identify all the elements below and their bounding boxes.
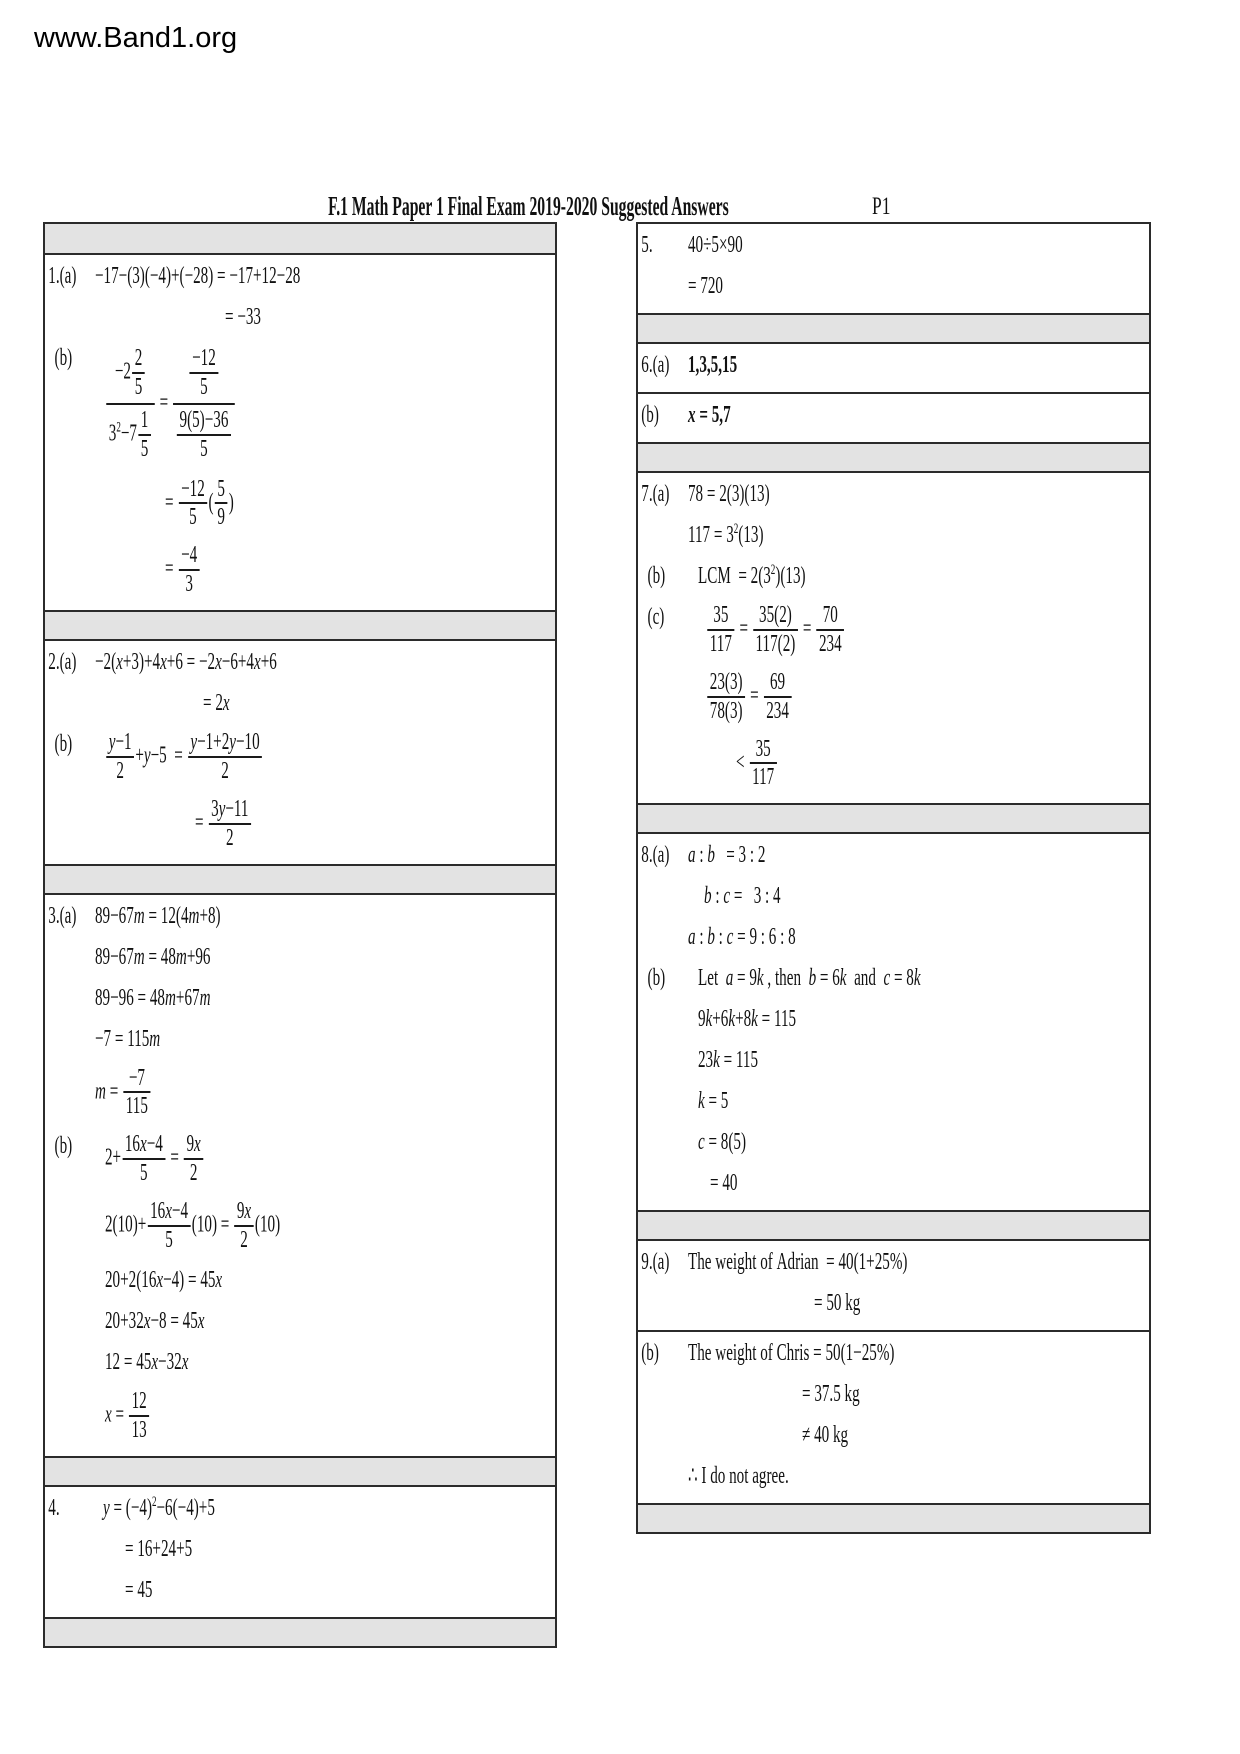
numerator: −7 [128, 1064, 145, 1091]
variable: x [215, 649, 222, 675]
fraction [816, 602, 844, 658]
math-line: = −33 [225, 304, 261, 330]
variable: x [222, 690, 230, 716]
variable: k [756, 965, 764, 992]
denominator: 78(3) [707, 696, 745, 725]
math-line: ∴ I do not agree. [688, 1463, 789, 1490]
variable: x [181, 1348, 189, 1375]
answer-lines [698, 559, 1147, 600]
fraction [106, 343, 154, 465]
answer-lines [688, 1336, 1147, 1500]
variable: y [190, 729, 198, 755]
site-url: www.Band1.org [34, 22, 238, 54]
math-line: a : b : c = 9 : 6 : 8 [688, 924, 796, 951]
separator-row [45, 610, 555, 639]
numerator: 35 [755, 735, 771, 762]
text-run: and [854, 965, 876, 992]
denominator: 13 [129, 1415, 149, 1444]
variable: x [688, 402, 696, 428]
variable: a [725, 965, 734, 992]
answer-block [47, 1491, 553, 1614]
superscript: 2 [770, 562, 776, 578]
math-line: 12 = 45x−32x [105, 1348, 189, 1375]
math-line: = $\frac{3y-11}{2}$ [195, 794, 421, 854]
text-run: kg [844, 1381, 860, 1408]
math-line: 78 = 2(3)(13) [688, 481, 770, 507]
variable: m [133, 902, 145, 929]
math-line: 89−67m = 48m+96 [95, 943, 211, 970]
answer-row [638, 832, 1149, 1210]
question-label: 5. [641, 232, 653, 258]
variable: y [108, 729, 116, 755]
math-line: The weight of Chris = 50(1−25%) [688, 1340, 895, 1367]
separator-row [638, 313, 1149, 342]
variable: c [726, 924, 734, 951]
math-line: = $\frac{-4}{3}$ [165, 540, 409, 600]
variable: a [688, 924, 696, 951]
denominator: 115 [123, 1091, 150, 1120]
question-label: (c) [647, 604, 665, 630]
fraction [179, 542, 200, 598]
numerator: −12 [181, 475, 205, 502]
question-label: (b) [641, 402, 659, 428]
answer-block [640, 477, 1147, 559]
fraction [132, 345, 145, 401]
document-title: F.1 Math Paper 1 Final Exam 2019-2020 Suggested Answers [327, 191, 729, 221]
math-line: 89−67m = 12(4m+8) [95, 902, 221, 929]
variable: x [244, 1198, 252, 1224]
answer-row [45, 253, 555, 610]
variable: b [704, 883, 712, 910]
denominator: 2 [184, 1158, 203, 1187]
text-run: kg [845, 1290, 861, 1317]
numerator: 35(2) [759, 602, 792, 628]
math-line: 40÷5×90 [688, 232, 743, 258]
fraction [764, 669, 792, 725]
answer-block [47, 899, 553, 1130]
denominator: 5 [177, 434, 231, 463]
variable: m [164, 984, 176, 1011]
variable: y [103, 1494, 110, 1521]
answer-lines [105, 1129, 553, 1452]
math-line: < $\frac{35}{117}$ [736, 734, 995, 794]
answer-lines [95, 259, 553, 341]
numerator: 35 [713, 602, 729, 628]
numerator: 9x [236, 1198, 252, 1224]
fraction [179, 476, 208, 532]
text-run: LCM [698, 563, 731, 589]
math-line: = 16+24+5 [125, 1535, 193, 1562]
right-answer-table [636, 222, 1151, 1534]
math-line: $\frac{35}{117}$ = $\frac{35(2)}{117(2)}$ = $\frac{70}{234}$ [706, 600, 984, 660]
superscript: 2 [116, 419, 121, 436]
variable: x [197, 1307, 205, 1334]
math-line: −2(x+3)+4x+6 = −2x−6+4x+6 [95, 649, 277, 675]
superscript: 2 [151, 1493, 157, 1510]
variable: m [199, 984, 211, 1011]
answer-block [47, 259, 553, 341]
denominator: 5 [179, 502, 208, 531]
denominator: 117(2) [753, 629, 798, 658]
answer-block [640, 838, 1147, 961]
numerator: 16x−4 [124, 1131, 163, 1158]
variable: x [165, 1198, 172, 1224]
numerator: −4 [181, 542, 198, 569]
answer-block [640, 961, 1147, 1207]
denominator: 5 [148, 1225, 191, 1254]
answer-lines [95, 1491, 553, 1614]
answer-block [640, 600, 1147, 800]
variable: m [133, 943, 145, 970]
fraction [707, 602, 734, 658]
numerator: 9x [186, 1131, 201, 1158]
variable: x [151, 1348, 159, 1375]
fraction [173, 343, 234, 465]
fraction [138, 407, 151, 463]
denominator: 117 [750, 762, 777, 791]
variable: x [156, 1266, 164, 1293]
denominator: 3 [179, 569, 200, 598]
numerator: 5 [217, 475, 225, 502]
variable: k [698, 1088, 705, 1115]
fraction [234, 1198, 253, 1254]
question-label: 1.(a) [48, 263, 77, 289]
math-line: = 45 [125, 1576, 153, 1603]
separator-row [638, 803, 1149, 832]
question-label: 2.(a) [48, 649, 77, 675]
denominator: 2 [209, 823, 251, 852]
math-line: 20+2(16x−4) = 45x [105, 1266, 223, 1293]
answer-block [640, 1245, 1147, 1327]
answer-block [47, 645, 553, 727]
fraction [707, 669, 745, 725]
math-line: = 40 [710, 1170, 738, 1197]
variable: x [105, 1401, 112, 1428]
variable: y [143, 742, 151, 769]
variable: m [149, 1025, 161, 1052]
variable: x [215, 1266, 223, 1293]
math-line: = 37.5 kg [802, 1381, 860, 1408]
text-run: Let [698, 965, 719, 992]
answer-lines [105, 727, 553, 861]
variable: m [95, 1077, 106, 1104]
numerator: 3y−11 [211, 795, 249, 822]
answer-lines [95, 645, 553, 727]
answer-lines [688, 477, 1147, 559]
question-label: 6.(a) [641, 352, 670, 378]
answer-lines [105, 341, 553, 607]
answer-row [45, 893, 555, 1456]
variable: c [883, 965, 891, 992]
denominator: 117 [707, 629, 734, 658]
variable: x [139, 1131, 147, 1158]
answer-row [638, 392, 1149, 442]
separator-row [638, 1503, 1149, 1532]
math-line: −17−(3)(−4)+(−28) = −17+12−28 [95, 263, 301, 289]
fraction [184, 1131, 203, 1187]
fraction [177, 407, 231, 463]
separator-row [638, 1210, 1149, 1239]
denominator: 2 [234, 1225, 253, 1254]
variable: c [723, 883, 731, 910]
variable: k [913, 965, 921, 992]
separator-row [45, 1456, 555, 1485]
variable: b [808, 965, 817, 992]
numerator: 23(3) [709, 668, 743, 695]
variable: x [194, 1131, 201, 1158]
denominator: 2 [188, 756, 262, 785]
text-run: I do not agree. [701, 1463, 789, 1490]
denominator: 2 [106, 756, 134, 785]
answer-lines [688, 348, 1147, 389]
denominator: 5 [138, 434, 151, 463]
numerator: 9(5)−36 [179, 406, 229, 433]
question-label: 7.(a) [641, 481, 670, 507]
math-line: $y = (-4)^2-6(-4)+5$ [103, 1493, 215, 1521]
math-line: 1,3,5,15 [688, 352, 738, 378]
page-number: P1 [872, 193, 891, 220]
title-wrap [0, 191, 1056, 222]
fraction [753, 602, 798, 658]
math-line: 89−96 = 48m+67m [95, 984, 211, 1011]
variable: y [229, 729, 236, 755]
math-line: x = 5,7 [688, 402, 731, 428]
denominator: 5 [190, 372, 219, 401]
answer-row [638, 342, 1149, 392]
fraction [106, 729, 134, 785]
variable: k [839, 965, 847, 992]
math-line: b : c = 3 : 4 [704, 883, 781, 910]
math-line: The weight of Adrian = 40(1+25%) [688, 1249, 908, 1276]
answer-row [638, 224, 1149, 313]
text-run: then [774, 965, 802, 992]
answer-block [640, 1336, 1147, 1500]
math-line: k = 5 [698, 1088, 729, 1115]
fraction [148, 1198, 191, 1254]
separator-row [45, 864, 555, 893]
variable: k [713, 1047, 720, 1074]
math-line: 20+32x−8 = 45x [105, 1307, 205, 1334]
answer-block [640, 398, 1147, 439]
math-line: Let a = 9k , then b = 6k and c = 8k [698, 965, 921, 992]
numerator: −2 $\frac{2}{5}$ [106, 343, 154, 403]
numerator [173, 343, 234, 403]
question-label: 4. [48, 1494, 60, 1521]
question-label: 8.(a) [641, 842, 670, 869]
separator-row [45, 224, 555, 253]
answer-row [45, 639, 555, 864]
answer-block [640, 348, 1147, 389]
math-line: m = $\frac{-7}{115}$ [95, 1063, 384, 1123]
fraction [190, 345, 219, 401]
math-line: 23k = 115 [698, 1047, 759, 1074]
numerator: 70 [822, 602, 838, 628]
math-line: = 2x [203, 690, 230, 716]
text-run: kg [832, 1422, 849, 1449]
question-label: 3.(a) [48, 902, 77, 929]
answer-lines [688, 838, 1147, 961]
variable: b [707, 924, 715, 951]
superscript: 2 [733, 521, 739, 537]
variable: x [116, 649, 123, 675]
denominator: 5 [122, 1158, 165, 1187]
math-line: = 720 [688, 273, 723, 299]
answer-block [47, 1129, 553, 1452]
answer-row [638, 1330, 1149, 1503]
left-answer-table [43, 222, 557, 1648]
denominator: 5 [132, 372, 145, 401]
answer-lines [698, 600, 1147, 800]
denominator: 234 [816, 629, 844, 658]
answer-lines [688, 228, 1147, 310]
variable: y [218, 795, 226, 822]
fraction [123, 1065, 150, 1121]
variable: x [160, 649, 167, 675]
variable: c [698, 1129, 705, 1156]
math-line: = 50 kg [814, 1290, 861, 1317]
question-label: (b) [647, 965, 666, 992]
numerator: 12 [131, 1387, 147, 1414]
numerator: 1 [140, 406, 149, 433]
math-line: a : b = 3 : 2 [688, 842, 766, 869]
numerator: 69 [769, 668, 786, 695]
math-line: 9k+6k+8k = 115 [698, 1006, 797, 1033]
separator-row [45, 1617, 555, 1646]
question-label: (b) [647, 563, 666, 589]
answer-row [638, 471, 1149, 803]
question-label: (b) [54, 1133, 73, 1160]
numerator: −12 [192, 345, 216, 371]
answer-block [640, 559, 1147, 600]
question-label: (b) [54, 731, 73, 757]
numerator: 16x−4 [150, 1198, 189, 1224]
answer-block [47, 727, 553, 861]
variable: k [751, 1006, 758, 1033]
answer-block [47, 341, 553, 607]
fraction [750, 736, 777, 792]
variable: b [707, 842, 715, 869]
denominator: 234 [764, 696, 792, 725]
text-run: The weight of Chris [688, 1340, 810, 1367]
answer-row [45, 1485, 555, 1617]
math-line: 2+ $\frac{16x-4}{5}$ = $\frac{9x}{2}$ [105, 1129, 387, 1189]
separator-row [638, 442, 1149, 471]
variable: x [253, 649, 261, 675]
answer-lines [698, 961, 1147, 1207]
math-line: −7 = 115m [95, 1025, 161, 1052]
fraction [188, 729, 262, 785]
variable: m [188, 902, 200, 929]
denominator [173, 403, 234, 465]
math-line: c = 8(5) [698, 1129, 747, 1156]
answer-lines [95, 899, 553, 1130]
numerator: 2 [134, 345, 143, 371]
math-line: $117 = 3^2(13)$ [688, 521, 764, 548]
math-line: 2(10)+ $\frac{16x-4}{5}$ (10) = $\frac{9x}{2}$ (10) [105, 1198, 281, 1253]
math-line: x = $\frac{12}{13}$ [105, 1386, 387, 1446]
numerator: y−1 [108, 729, 132, 755]
math-line: $\frac{y-1}{2}$ +y−5 = $\frac{y-1+2y-10}{2}$ [105, 727, 387, 787]
question-label: (b) [641, 1340, 659, 1367]
answer-block [640, 228, 1147, 310]
math-line: ≠ 40 kg [802, 1422, 849, 1449]
variable: k [728, 1006, 736, 1033]
fraction [122, 1131, 165, 1187]
question-label: (b) [54, 345, 73, 371]
math-line: −2 $\frac{2}{5}$ $3^2-7$ $\frac{1}{5}$ = $\frac{\frac{-12}{5}}{\frac{9(5)-36}{5}}$ [105, 341, 387, 467]
variable: a [688, 842, 696, 869]
math-line: = $\frac{-12}{5}$ ( $\frac{5}{9}$ ) [165, 475, 234, 531]
question-label: 9.(a) [641, 1249, 670, 1276]
text-run: The weight of Adrian [688, 1249, 819, 1276]
variable: x [143, 1307, 151, 1334]
variable: k [705, 1006, 713, 1033]
numerator: y−1+2y−10 [190, 729, 260, 755]
denominator: 9 [215, 502, 228, 531]
fraction [129, 1388, 149, 1444]
answer-lines [688, 1245, 1147, 1327]
answer-lines [688, 398, 1147, 439]
denominator: $3^2-7$ $\frac{1}{5}$ [106, 403, 154, 465]
variable: m [175, 943, 187, 970]
math-line: LCM = $2(3^2)(13)$ [698, 562, 806, 589]
fraction [209, 796, 251, 852]
answer-row [638, 1239, 1149, 1330]
fraction [215, 476, 228, 532]
math-line: $\frac{23(3)}{78(3)}$ = $\frac{69}{234}$ [706, 667, 984, 727]
